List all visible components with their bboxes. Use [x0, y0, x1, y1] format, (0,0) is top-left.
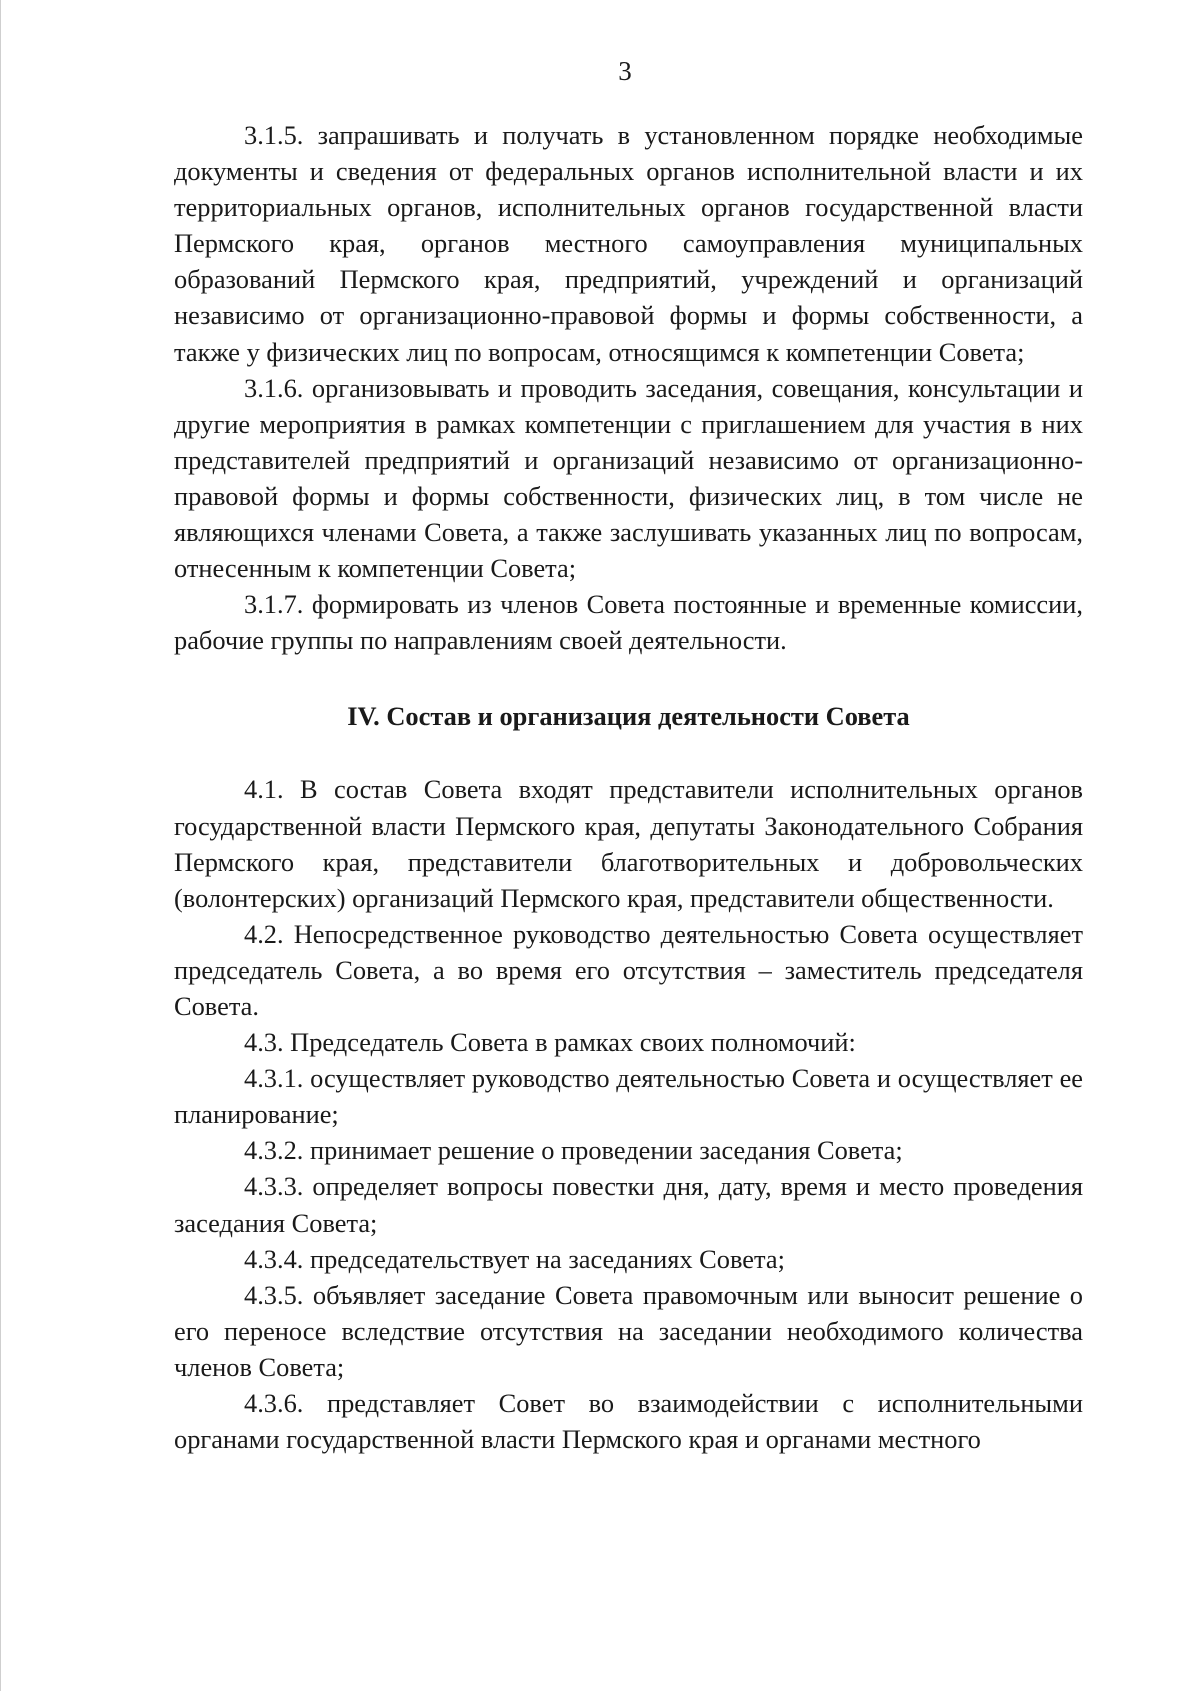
scan-left-edge — [0, 0, 1, 1691]
clause-3-1-7: 3.1.7. формировать из членов Совета постоянные и временные комиссии, рабочие группы по направлениям своей деятельности. — [174, 589, 1083, 656]
clause-3-1-5: 3.1.5. запрашивать и получать в установленном порядке необходимые документы и сведения от федеральных органов исполнительной власти и их территориальных органов, исполнительных органов государственной власти Пермского края, органов местного самоуправления муниципальных образований Пермского края, предприятий, учреждений и организаций независимо от организационно-правовой формы и формы собственности, а также у физических лиц по вопросам, относящимся к компетенции Совета; — [174, 120, 1083, 367]
document-body — [174, 117, 1083, 1457]
clause-4-1: 4.1. В состав Совета входят представители исполнительных органов государственной власти Пермского края, депутаты Законодательного Собрания Пермского края, представители благотворительных и добровольческих (волонтерских) организаций Пермского края, представители общественности. — [174, 774, 1083, 913]
section-heading: IV. Состав и организация деятельности Совета — [347, 701, 910, 732]
clause-3-1-6: 3.1.6. организовывать и проводить заседания, совещания, консультации и другие мероприятия в рамках компетенции с приглашением для участия в них представителей предприятий и организаций независимо от организационно-правовой формы и формы собственности, физических лиц, в том числе не являющихся членами Совета, а также заслушивать указанных лиц по вопросам, отнесенным к компетенции Совета; — [174, 372, 1083, 584]
clause-4-3-1: 4.3.1. осуществляет руководство деятельностью Совета и осуществляет ее планирование; — [174, 1063, 1083, 1130]
clause-4-3-3: 4.3.3. определяет вопросы повестки дня, дату, время и место проведения заседания Совета; — [174, 1171, 1083, 1238]
clause-4-3-5: 4.3.5. объявляет заседание Совета правомочным или выносит решение о его переносе вследствие отсутствия на заседании необходимого количества членов Совета; — [174, 1279, 1083, 1382]
clause-4-2: 4.2. Непосредственное руководство деятельностью Совета осуществляет председатель Совета, а во время его отсутствия – заместитель председателя Совета. — [174, 918, 1083, 1021]
clause-4-3-4: 4.3.4. председательствует на заседаниях Совета; — [244, 1243, 785, 1274]
clause-4-3-6: 4.3.6. представляет Совет во взаимодействии с исполнительными органами государственной власти Пермского края и органами местного — [174, 1388, 1083, 1455]
clause-4-3-2: 4.3.2. принимает решение о проведении заседания Совета; — [244, 1135, 903, 1166]
clause-4-3: 4.3. Председатель Совета в рамках своих полномочий: — [244, 1027, 856, 1058]
page-number: 3 — [618, 56, 632, 86]
